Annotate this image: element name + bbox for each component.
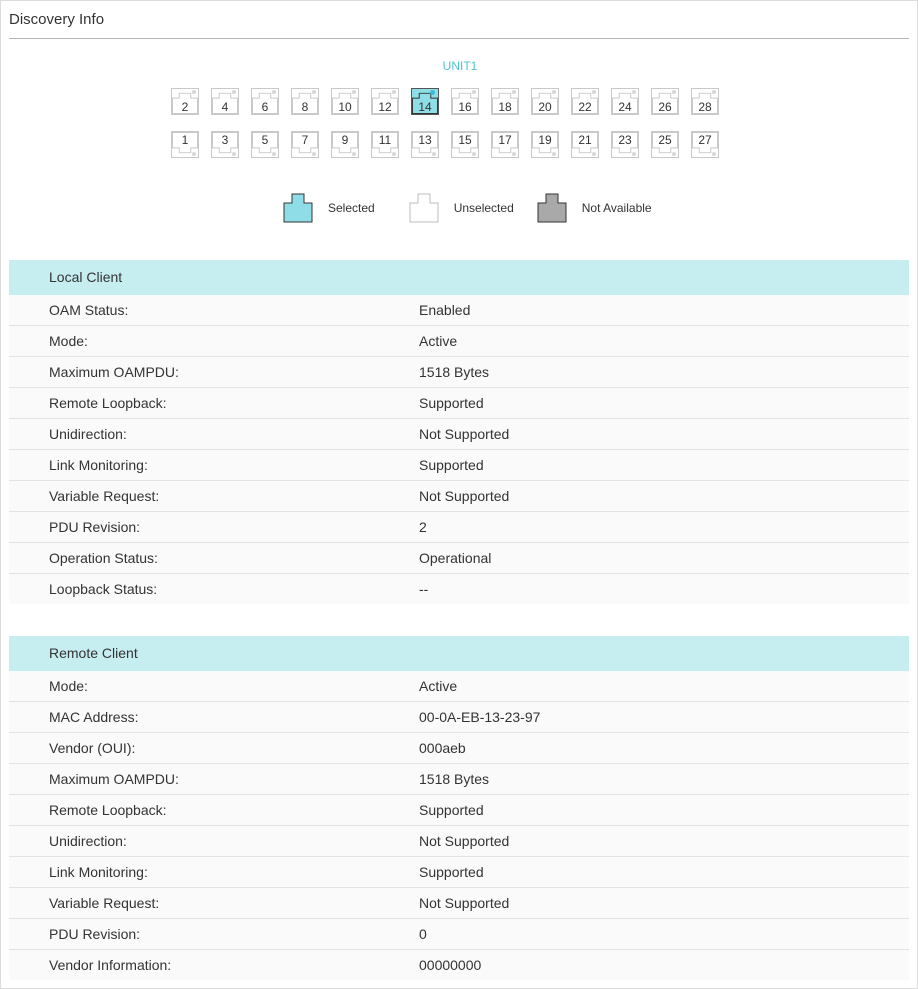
port-6[interactable]: [251, 88, 279, 115]
port-23[interactable]: [611, 131, 639, 158]
local-client-row: [9, 481, 909, 512]
local-client-field-value: Supported: [419, 457, 484, 473]
remote-client-field-label: MAC Address:: [49, 709, 139, 725]
port-row-odd: [171, 131, 719, 158]
remote-client-field-value: Not Supported: [419, 833, 510, 849]
port-status-led-icon: [632, 90, 636, 94]
remote-client-field-label: Link Monitoring:: [49, 864, 148, 880]
local-client-field-value: --: [419, 581, 429, 597]
local-client-field-value: Supported: [419, 395, 484, 411]
port-status-led-icon: [432, 152, 436, 156]
remote-client-field-value: Supported: [419, 802, 484, 818]
port-3[interactable]: [211, 131, 239, 158]
local-client-field-label: PDU Revision:: [49, 519, 141, 535]
remote-client-header: Remote Client: [9, 636, 909, 671]
port-number: 1: [181, 133, 189, 147]
port-status-led-icon: [392, 152, 396, 156]
port-number: 6: [261, 100, 269, 114]
port-status-led-icon: [352, 90, 356, 94]
remote-client-field-label: Vendor Information:: [49, 957, 172, 973]
legend-unselected: [409, 193, 514, 223]
remote-client-row: [9, 826, 909, 857]
port-2[interactable]: [171, 88, 199, 115]
port-11[interactable]: [371, 131, 399, 158]
port-number: 12: [378, 100, 392, 114]
port-number: 14: [418, 100, 432, 114]
port-status-led-icon: [312, 152, 316, 156]
unit-label: UNIT1: [442, 59, 478, 73]
legend-selected: [283, 193, 375, 223]
port-status-led-icon: [552, 90, 556, 94]
legend-selected-label: Selected: [328, 201, 375, 215]
local-client-field-label: Mode:: [49, 333, 88, 349]
port-1[interactable]: [171, 131, 199, 158]
port-status-led-icon: [232, 90, 236, 94]
local-client-row: [9, 574, 909, 604]
local-client-field-label: Unidirection:: [49, 426, 127, 442]
port-status-led-icon: [232, 152, 236, 156]
local-client-table: [9, 295, 909, 604]
remote-client-field-value: 00000000: [419, 957, 482, 973]
remote-client-row: [9, 764, 909, 795]
local-client-row: [9, 357, 909, 388]
remote-client-row: [9, 733, 909, 764]
port-4[interactable]: [211, 88, 239, 115]
port-number: 11: [378, 133, 392, 147]
port-15[interactable]: [451, 131, 479, 158]
port-9[interactable]: [331, 131, 359, 158]
local-client-field-label: Remote Loopback:: [49, 395, 167, 411]
local-client-field-value: Operational: [419, 550, 492, 566]
port-22[interactable]: [571, 88, 599, 115]
remote-client-table: [9, 671, 909, 980]
remote-client-row: [9, 671, 909, 702]
legend-unselected-label: Unselected: [453, 201, 514, 215]
local-client-row: [9, 388, 909, 419]
port-number: 23: [618, 133, 632, 147]
port-status-led-icon: [312, 90, 316, 94]
remote-client-field-label: Variable Request:: [49, 895, 160, 911]
port-number: 18: [498, 100, 512, 114]
port-status-led-icon: [712, 90, 716, 94]
local-client-row: [9, 326, 909, 357]
remote-client-field-label: Unidirection:: [49, 833, 127, 849]
port-status-led-icon: [672, 90, 676, 94]
local-client-section: [9, 260, 909, 604]
port-number: 25: [658, 133, 672, 147]
port-status-led-icon: [512, 152, 516, 156]
port-number: 2: [181, 100, 189, 114]
local-client-field-value: 2: [419, 519, 427, 535]
remote-client-field-value: Not Supported: [419, 895, 510, 911]
remote-client-row: [9, 888, 909, 919]
local-client-field-value: Not Supported: [419, 488, 510, 504]
remote-client-row: [9, 919, 909, 950]
port-status-led-icon: [392, 90, 396, 94]
unselected-port-icon: [409, 193, 439, 223]
port-18[interactable]: [491, 88, 519, 115]
local-client-field-value: Active: [419, 333, 458, 349]
port-5[interactable]: [251, 131, 279, 158]
local-client-field-label: Variable Request:: [49, 488, 160, 504]
port-number: 10: [338, 100, 352, 114]
port-27[interactable]: [691, 131, 719, 158]
port-25[interactable]: [651, 131, 679, 158]
local-client-field-label: Link Monitoring:: [49, 457, 148, 473]
port-status-led-icon: [192, 90, 196, 94]
local-client-header: Local Client: [9, 260, 909, 295]
port-status-led-icon: [472, 152, 476, 156]
port-20[interactable]: [531, 88, 559, 115]
port-number: 13: [418, 133, 432, 147]
remote-client-field-value: 0: [419, 926, 427, 942]
port-status-led-icon: [512, 90, 516, 94]
legend-not-available-label: Not Available: [581, 201, 652, 215]
title-divider: [9, 38, 909, 39]
port-28[interactable]: [691, 88, 719, 115]
local-client-field-label: Loopback Status:: [49, 581, 158, 597]
page-title: Discovery Info: [9, 11, 105, 28]
remote-client-field-label: Mode:: [49, 678, 88, 694]
not-available-port-icon: [537, 193, 567, 223]
port-status-led-icon: [552, 152, 556, 156]
local-client-row: [9, 450, 909, 481]
remote-client-field-label: Maximum OAMPDU:: [49, 771, 179, 787]
remote-client-row: [9, 795, 909, 826]
remote-client-field-value: 00-0A-EB-13-23-97: [419, 709, 541, 725]
port-number: 28: [698, 100, 712, 114]
port-12[interactable]: [371, 88, 399, 115]
port-number: 22: [578, 100, 592, 114]
remote-client-row: [9, 950, 909, 980]
port-number: 9: [341, 133, 349, 147]
port-number: 21: [578, 133, 592, 147]
local-client-field-label: Operation Status:: [49, 550, 158, 566]
port-number: 17: [498, 133, 512, 147]
local-client-row: [9, 512, 909, 543]
port-number: 5: [261, 133, 269, 147]
port-number: 15: [458, 133, 472, 147]
port-status-led-icon: [272, 90, 276, 94]
local-client-row: [9, 419, 909, 450]
port-7[interactable]: [291, 131, 319, 158]
remote-client-field-value: 1518 Bytes: [419, 771, 490, 787]
legend-not-available: [537, 193, 652, 223]
port-status-led-icon: [472, 90, 476, 94]
port-status-led-icon: [632, 152, 636, 156]
port-number: 26: [658, 100, 672, 114]
port-16[interactable]: [451, 88, 479, 115]
port-status-led-icon: [352, 152, 356, 156]
port-10[interactable]: [331, 88, 359, 115]
local-client-field-value: 1518 Bytes: [419, 364, 490, 380]
port-14[interactable]: [411, 88, 439, 115]
remote-client-field-value: Supported: [419, 864, 484, 880]
port-8[interactable]: [291, 88, 319, 115]
local-client-field-label: Maximum OAMPDU:: [49, 364, 179, 380]
port-status-led-icon: [592, 152, 596, 156]
local-client-row: [9, 543, 909, 574]
port-number: 24: [618, 100, 632, 114]
port-number: 4: [221, 100, 229, 114]
port-19[interactable]: [531, 131, 559, 158]
port-26[interactable]: [651, 88, 679, 115]
remote-client-field-label: Vendor (OUI):: [49, 740, 136, 756]
remote-client-row: [9, 702, 909, 733]
port-13[interactable]: [411, 131, 439, 158]
port-number: 8: [301, 100, 309, 114]
port-status-led-icon: [272, 152, 276, 156]
local-client-field-label: OAM Status:: [49, 302, 129, 318]
port-status-led-icon: [712, 152, 716, 156]
port-21[interactable]: [571, 131, 599, 158]
local-client-row: [9, 295, 909, 326]
port-status-led-icon: [592, 90, 596, 94]
local-client-field-value: Not Supported: [419, 426, 510, 442]
port-number: 20: [538, 100, 552, 114]
local-client-field-value: Enabled: [419, 302, 471, 318]
port-number: 7: [301, 133, 309, 147]
port-number: 27: [698, 133, 712, 147]
remote-client-field-label: PDU Revision:: [49, 926, 141, 942]
port-status-led-icon: [192, 152, 196, 156]
port-number: 3: [221, 133, 229, 147]
port-row-even: [171, 88, 719, 115]
port-status-led-icon: [430, 90, 435, 95]
remote-client-row: [9, 857, 909, 888]
port-status-led-icon: [672, 152, 676, 156]
port-24[interactable]: [611, 88, 639, 115]
remote-client-field-label: Remote Loopback:: [49, 802, 167, 818]
port-legend: [283, 193, 652, 223]
remote-client-section: [9, 636, 909, 980]
port-17[interactable]: [491, 131, 519, 158]
remote-client-field-value: Active: [419, 678, 458, 694]
port-number: 16: [458, 100, 472, 114]
remote-client-field-value: 000aeb: [419, 740, 466, 756]
selected-port-icon: [283, 193, 313, 223]
port-number: 19: [538, 133, 552, 147]
